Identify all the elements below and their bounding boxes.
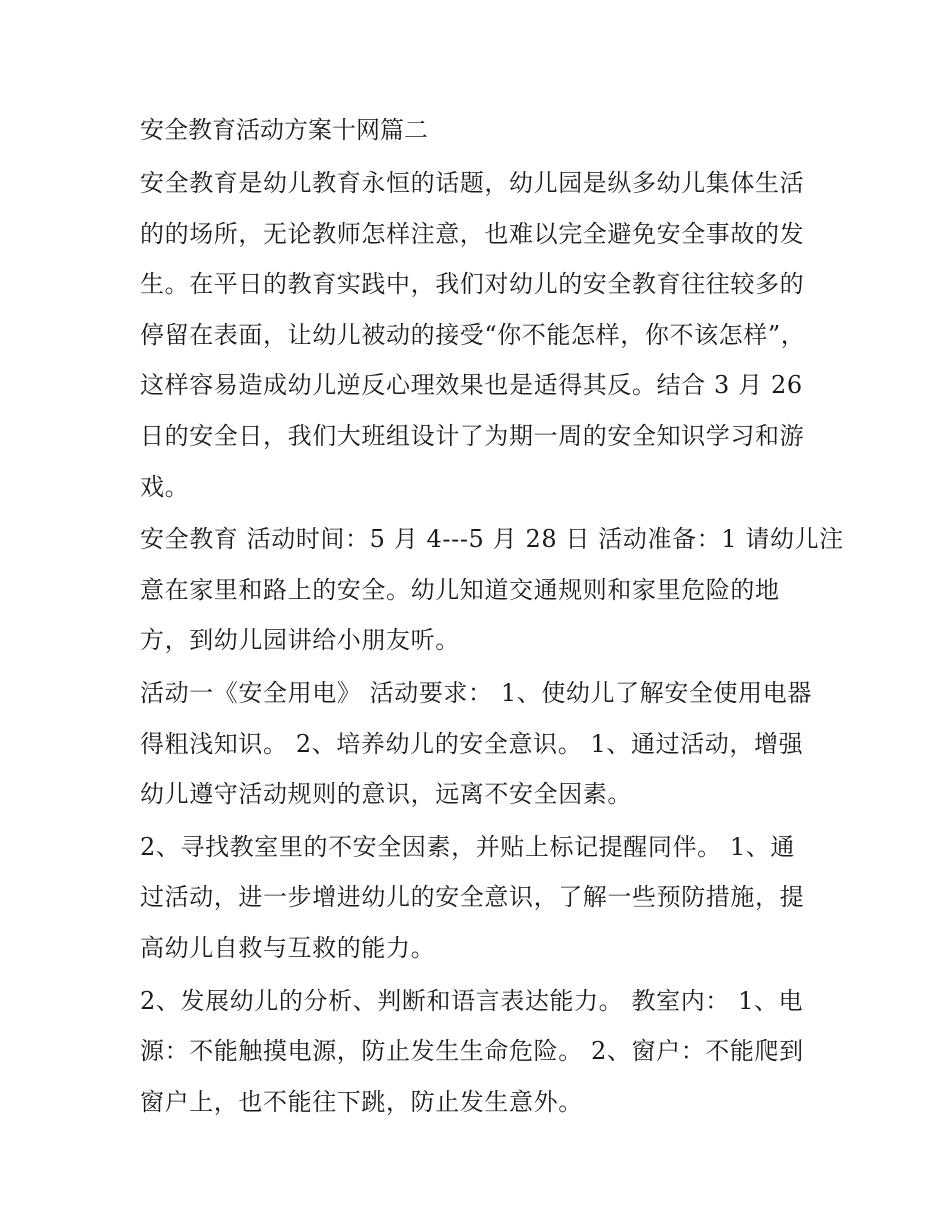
text-line: 高幼儿自救与互救的能力。 (140, 933, 436, 962)
text-line: 得粗浅知识。 2、培养幼儿的安全意识。 1、通过活动，增强 (140, 729, 804, 758)
text-line: 幼儿遵守活动规则的意识，远离不安全因素。 (140, 780, 632, 809)
text-line: 停留在表面，让幼儿被动的接受“你不能怎样，你不该怎样”， (140, 320, 806, 349)
paragraph-schedule (140, 514, 844, 666)
paragraph-activity-one (140, 668, 820, 820)
text-line: 2、发展幼儿的分析、判断和语言表达能力。 教室内： 1、电 (140, 986, 804, 1015)
text-line: 2、寻找教室里的不安全因素，并贴上标记提醒同伴。 1、通 (140, 832, 795, 861)
text-line: 戏。 (140, 472, 190, 501)
text-line: 日的安全日，我们大班组设计了为期一周的安全知识学习和游 (140, 421, 805, 450)
text-line: 窗户上，也不能往下跳，防止发生意外。 (140, 1087, 583, 1116)
document-title: 安全教育活动方案十网篇二 (140, 116, 428, 144)
text-line: 的的场所，无论教师怎样注意，也难以完全避免安全事故的发 (140, 219, 805, 248)
document-body (140, 108, 844, 1129)
text-line: 生。在平日的教育实践中，我们对幼儿的安全教育往往较多的 (140, 270, 805, 299)
text-line: 过活动，进一步增进幼儿的安全意识，了解一些预防措施，提 (140, 883, 805, 912)
text-line: 源：不能触摸电源，防止发生生命危险。 2、窗户：不能爬到 (140, 1037, 804, 1066)
text-line: 活动一《安全用电》 活动要求： 1、使幼儿了解安全使用电器 (140, 678, 812, 707)
text-line: 安全教育是幼儿教育永恒的话题，幼儿园是纵多幼儿集体生活 (140, 169, 805, 197)
paragraph-intro (140, 158, 820, 512)
text-line: 这样容易造成幼儿逆反心理效果也是适得其反。结合 3 月 26 (140, 371, 803, 400)
text-line: 意在家里和路上的安全。幼儿知道交通规则和家里危险的地 (140, 575, 780, 604)
text-line: 安全教育 活动时间：5 月 4---5 月 28 日 活动准备：1 请幼儿注 (140, 525, 844, 554)
text-line: 方，到幼儿园讲给小朋友听。 (140, 626, 460, 655)
paragraph-classroom-rules (140, 976, 820, 1128)
paragraph-find-hazards (140, 822, 820, 974)
